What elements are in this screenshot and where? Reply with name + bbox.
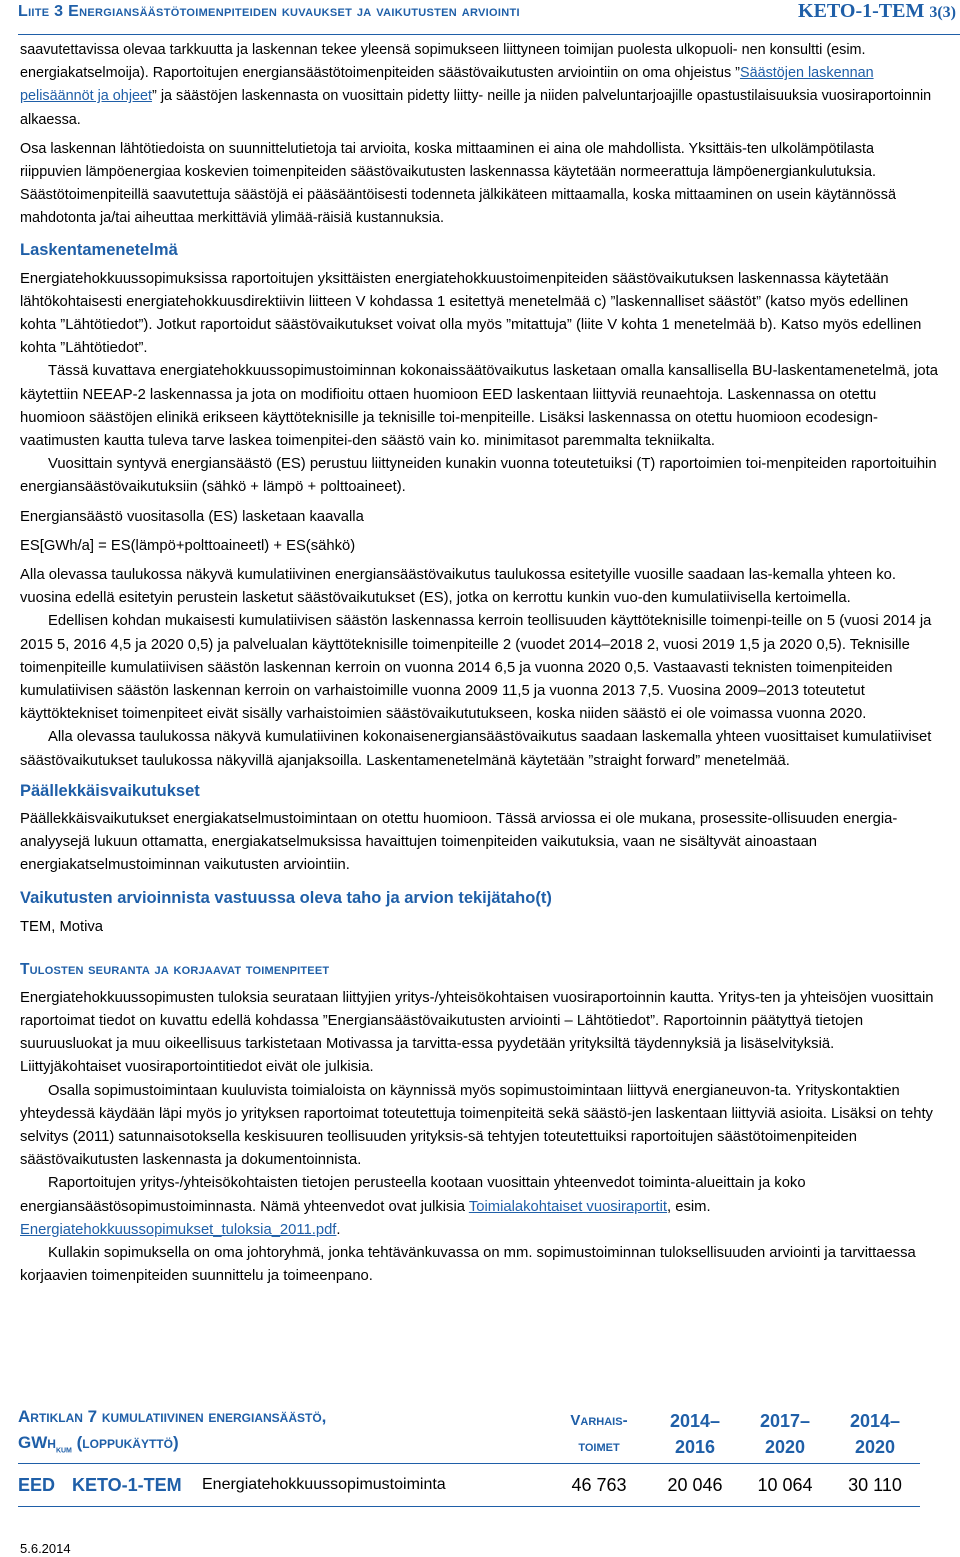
method-paragraph-4: Energiansäästö vuositasolla (ES) lasketaan kaavalla: [20, 508, 364, 525]
intro-line: nen konsultti (esim. energiakatselmoija). Raportoitujen energiansäästötoimenpiteiden säästövaikutusten arviointiin: [20, 42, 866, 82]
overlap-paragraph: Päällekkäisvaikutukset energiakatselmustoimintaan on otettu huomioon. Tässä arviossa ei ole mukana, prosessite-ollisuuden energia-analyysejä lukuun ottamatta, energiakatselmuksissa havaittujen toimenpiteiden vaikutuksia, vaan ne sisältyvät ainoastaan energiakatselmustoiminnan vaikutusten arviointiin.: [20, 810, 898, 874]
header-rule: [18, 34, 960, 35]
cell-name: Energiatehokkuussopimustoiminta: [202, 1464, 548, 1507]
col-2014-2020: [830, 1404, 920, 1464]
intro-paragraph: [20, 39, 938, 132]
unit-tail: (loppukäyttö): [76, 1433, 179, 1452]
section-heading-followup: [20, 961, 938, 979]
section-heading-responsible: Vaikutusten arvioinnista vastuussa oleva taho ja arvion tekijätaho(t): [20, 888, 552, 907]
header-title: Liite 3 Energiansäästötoimenpiteiden kuvaukset ja vaikutusten arviointi: [18, 3, 520, 20]
header-code: [798, 0, 956, 27]
method-paragraph-1: Energiatehokkuussopimuksissa raportoitujen yksittäisten energiatehokkuustoimenpiteiden säästövaikutuksen laskennassa käytetään lähtökohtaisesti energiatehokkuusdirektiivin liitteen V kohdassa 1 esitettyä menetelmää c) ”laskennalliset säästöt” (katso myös edellinen kohta ”Lähtötiedot”). Jotkut raportoidut säästövaikutukset voivat olla myös ”mitattuja” (liite V kohta 1 menetelmää b). Katso myös edellinen kohta ”Lähtötiedot”.: [20, 270, 922, 357]
table-row: [18, 1464, 920, 1507]
method-paragraph-6: Edellisen kohdan mukaisesti kumulatiivisen säästön laskennassa kerroin teollisuuden käyttöteknisille toimenpi-teille on 5 (vuosi 2014 ja 2015 5, 2016 4,5 ja 2020 0,5) ja palvelualan käyttöteknisille toimenpiteille 2 (vuodet 2014–2018 2, vuosi 2019 1,5 ja 2020 0,5). Teknisille toimenpiteille kumulatiivisen säästön laskennan kerroin on vuonna 2014 6,5 ja vuonna 2020 0,5. Vastaavasti teknisten toimenpiteiden kumulatiivisen säästön laskennan kerroin on varhaistoimille vuonna 2009 11,5 ja vuonna 2013 7,5. Vuosina 2009–2013 toteutetut käyttöktekniset toimenpiteet eivät sisälly varhaistoimien säästövaikututukseen, koska niiden säästö ei ole voimassa vuonna 2020.: [20, 613, 932, 723]
responsible-text: TEM, Motiva: [20, 918, 104, 935]
col-line: 2014–: [669, 1410, 721, 1431]
section-heading-method: Laskentamenetelmä: [20, 240, 178, 259]
method-paragraph-5: Alla olevassa taulukossa näkyvä kumulatiivinen energiansäästövaikutus taulukossa esitetyille vuosille saadaan las-kemalla yhteen ko. vuosina edellä esitetyin perustein lasketut säästövaikutukset (ES), jotka on kerrottu kunkin vuo-den kumulatiivisella kertoimella.: [20, 567, 896, 607]
followup-paragraph-1: Energiatehokkuussopimusten tuloksia seurataan liittyjien yritys-/yhteisökohtaisen vuosiraportoinnin kautta. Yritys-ten ja yhteisöjen vuosittain raportoimat tiedot on kuvattu edellä kohdassa ”Energiansäästövaikutusten arviointi – Lähtötiedot”. Raportoinnin päätyttyä tietojen suuruusluokat ja muu oikeellisuus tarkistetaan Motivassa ja tarvitta-essa pyydetään yrityksiltä täydennyksiä ja lisäselvityksiä. Liittyjäkohtaiset vuosiraportointitiedot eivät ole julkisia.: [20, 989, 934, 1076]
table-header-row: [18, 1404, 920, 1464]
cell-early: 46 763: [548, 1464, 650, 1507]
col-line: 2020: [764, 1436, 806, 1457]
col-early: [548, 1404, 650, 1464]
rules-guidelines-link[interactable]: Säästöjen laskennan pelisäännöt ja ohjeet: [20, 65, 874, 105]
unit-sub: kum: [55, 1444, 72, 1456]
header-doc-code: KETO-1-TEM: [798, 0, 925, 22]
formula: ES[GWh/a] = ES(lämpö+polttoaineetl) + ES(sähkö): [20, 537, 356, 554]
method-paragraph-2: Tässä kuvattava energiatehokkuussopimustoiminnan kokonaissäätövaikutus lasketaan omalla kansallisella BU-laskentamenetelmä, jota käytettiin NEEAP-2 laskennassa ja jota on modifioitu ottaen huomioon EED laskentaan liittyviä reunaehtoja. Laskennassa on otettu huomioon säästöjen elinikä erikseen käyttöteknisille ja teknisille toi-menpiteille. Lisäksi laskennassa on otettu huomioon ecodesign-vaatimusten kautta tuleva tarve laskea toimenpitei-den säästö vain ko. minimitasot paremmalta tekniikalta.: [20, 363, 938, 450]
followup-text: Raportoitujen yritys-/yhteisökohtaisten tietojen perusteella kootaan vuosittain yhteenvedot toiminta-alueittain ja koko energiansäästösopimustoiminnasta. Nämä yhteenvedot ovat julkisia: [20, 1175, 806, 1215]
table-title-unit: [18, 1430, 548, 1463]
footer-date: 5.6.2014: [20, 1541, 71, 1556]
col-2017-2020: [740, 1404, 830, 1464]
document-body: [20, 39, 938, 1288]
col-2014-2016: [650, 1404, 740, 1464]
table-title-line: Artiklan 7 kumulatiivinen energiansäästö,: [18, 1407, 327, 1426]
cell-2017-2020: 10 064: [740, 1464, 830, 1507]
page-header: [18, 0, 960, 34]
col-early-line: Varhais-: [570, 1411, 628, 1429]
followup-paragraph-2: Osalla sopimustoimintaan kuuluvista toimialoista on käynnissä myös sopimustoimintaan liittyvä energianeuvon-ta. Yrityskontaktien yhteydessä käydään läpi myös jo yrityksen raportoimat toteutettuja toimenpiteitä sekä säästö-jen laskentaan liittyviä asioita. Lisäksi on tehty selvitys (2011) satunnaisotoksella keskisuuren teollisuuden yrityksis-sä tehtyjen toteutettuiksi raportoitujen säästötoimenpiteiden säästövaikutusten laskennasta ja dokumentoinnista.: [20, 1082, 933, 1169]
col-line: 2020: [854, 1436, 896, 1457]
cell-2014-2020: 30 110: [830, 1464, 920, 1507]
table-title: [18, 1404, 548, 1464]
intro-line: saavutettavissa olevaa tarkkuutta ja laskennan tekee yleensä sopimukseen liittyneen toimijan puolesta ulkopuoli-: [20, 42, 738, 58]
intro-line: on oma ohjeistus ”: [622, 65, 740, 82]
input-data-paragraph: Osa laskennan lähtötiedoista on suunnittelutietoja tai arvioita, koska mittaaminen ei aina ole mahdollista. Yksittäis-ten ulkolämpötilasta riippuvien lämpöenergiaa koskevien toimenpiteiden säästövaikutusten laskennassa käytetään normeerattuja lämpöenergiankulutuksia. Säästötoimenpiteillä saavutettuja säästöjä ei pääsääntöisesti todenneta jälkikäteen mittaamalla, koska mittaaminen on usein käytännössä mahdotonta ja/tai aiheuttaa merkittäviä ylimää-räisiä kustannuksia.: [20, 140, 896, 227]
intro-line: neille ja niiden palveluntarjoajille opastustilaisuuksia vuosiraportoinnin alkaessa.: [20, 88, 932, 128]
savings-table: [18, 1404, 920, 1507]
followup-text: , esim.: [667, 1198, 711, 1215]
intro-line: ” ja säästöjen laskennasta on vuosittain pidetty liitty-: [152, 88, 484, 105]
followup-text: .: [336, 1221, 341, 1238]
section-heading-overlap: Päällekkäisvaikutukset: [20, 781, 200, 800]
followup-paragraph-3: [20, 1172, 938, 1242]
unit-gwh: GWh: [18, 1433, 56, 1452]
results-pdf-link[interactable]: Energiatehokkuussopimukset_tuloksia_2011.pdf: [20, 1221, 337, 1238]
header-page-number: 3(3): [929, 4, 956, 21]
industry-reports-link[interactable]: Toimialakohtaiset vuosiraportit: [468, 1198, 668, 1215]
cell-2014-2016: 20 046: [650, 1464, 740, 1507]
followup-paragraph-4: Kullakin sopimuksella on oma johtoryhmä, jonka tehtävänkuvassa on mm. sopimustoiminnan tuloksellisuuden arviointi ja tarvittaessa korjaavien toimenpiteiden suunnittelu ja toimeenpano.: [20, 1244, 916, 1285]
followup-heading-text: Tulosten seuranta ja korjaavat toimenpiteet: [20, 960, 330, 978]
col-line: 2017–: [759, 1410, 811, 1431]
col-line: 2014–: [849, 1410, 901, 1431]
cell-code: KETO-1-TEM: [72, 1464, 202, 1507]
method-paragraph-7: Alla olevassa taulukossa näkyvä kumulatiivinen kokonaisenergiansäästövaikutus saadaan laskemalla yhteen vuosittaiset kumulatiiviset säästövaikutukset taulukossa näkyvillä ajanjaksoilla. Laskentamenetelmänä käytetään ”straight forward” menetelmää.: [20, 729, 932, 769]
cell-directive: EED: [18, 1464, 72, 1507]
col-line: 2016: [674, 1436, 716, 1457]
method-paragraph-3: Vuosittain syntyvä energiansäästö (ES) perustuu liittyneiden kunakin vuonna toteutetuiksi (T) raportoimien toi-menpiteiden raportoituihin energiansäästövaikutuksiin (sähkö + lämpö + polttoaineet).: [20, 456, 937, 496]
col-early-line: toimet: [578, 1437, 620, 1455]
